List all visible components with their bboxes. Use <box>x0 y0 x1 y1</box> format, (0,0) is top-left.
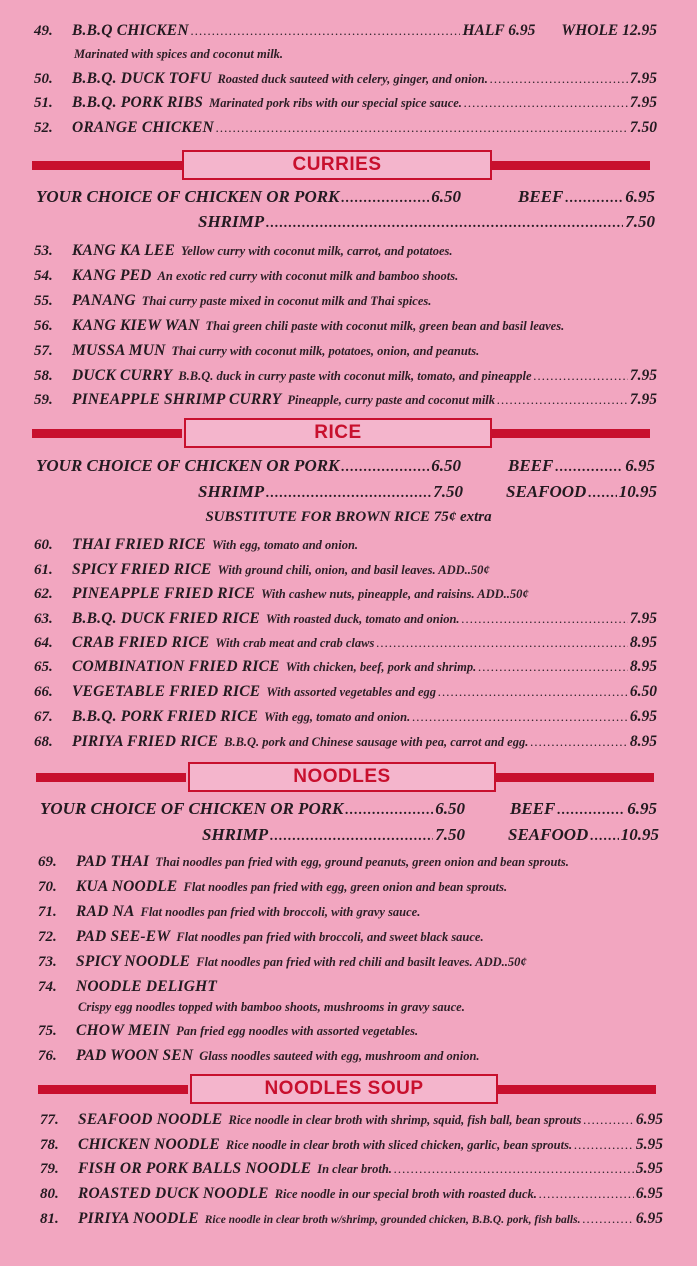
item-name: PAD THAI <box>76 853 150 870</box>
menu-item-75 <box>38 1022 657 1040</box>
section-header-rice <box>0 418 697 448</box>
item-name: MUSSA MUN <box>72 342 166 359</box>
item-name: NOODLE DELIGHT <box>76 978 218 995</box>
item-description: Flat noodles pan fried with broccoli, with gravy sauce. <box>140 905 421 919</box>
item-description: Pan fried egg noodles with assorted vegetables. <box>176 1024 419 1038</box>
menu-item-53 <box>34 242 657 260</box>
menu-item-57 <box>34 342 657 360</box>
dot-leader <box>590 829 618 845</box>
dot-leader <box>497 392 628 408</box>
choice-label: BEEF <box>518 187 564 206</box>
item-description: B.B.Q. duck in curry paste with coconut milk, tomato, and pineapple <box>178 369 532 383</box>
item-number: 66. <box>34 684 53 700</box>
item-number: 56. <box>34 318 53 334</box>
menu-item-67 <box>34 708 657 726</box>
decorative-bar-left <box>38 1085 188 1094</box>
item-number: 53. <box>34 243 53 259</box>
item-description: With egg, tomato and onion. <box>264 710 411 724</box>
menu-item-51 <box>34 94 657 112</box>
menu-item-54 <box>34 267 657 285</box>
item-description: Thai curry paste mixed in coconut milk and Thai spices. <box>141 294 432 308</box>
item-number: 78. <box>40 1137 59 1153</box>
rice-choice-chicken-pork <box>36 456 461 476</box>
item-description: Flat noodles pan fried with egg, green onion and bean sprouts. <box>183 880 508 894</box>
choice-price: 7.50 <box>433 482 463 501</box>
decorative-bar-left <box>32 429 182 438</box>
item-name: ORANGE CHICKEN <box>72 119 214 136</box>
dot-leader <box>394 1161 634 1177</box>
item-number: 74. <box>38 979 57 995</box>
item-number: 62. <box>34 586 53 602</box>
item-number: 76. <box>38 1048 57 1064</box>
section-header-noodles <box>0 762 697 792</box>
item-subdescription: Crispy egg noodles topped with bamboo shoots, mushrooms in gravy sauce. <box>78 1000 465 1014</box>
rice-choice-beef <box>508 456 655 476</box>
dot-leader <box>341 460 429 476</box>
item-number: 71. <box>38 904 57 920</box>
item-description: Thai curry with coconut milk, potatoes, onion, and peanuts. <box>171 344 480 358</box>
item-description: Yellow curry with coconut milk, carrot, and potatoes. <box>180 244 453 258</box>
dot-leader <box>574 1137 634 1153</box>
item-description: Thai green chili paste with coconut milk, green bean and basil leaves. <box>205 319 565 333</box>
item-number: 60. <box>34 537 53 553</box>
menu-item-62 <box>34 585 657 603</box>
menu-item-81 <box>40 1210 663 1228</box>
item-number: 52. <box>34 120 53 136</box>
item-name: PINEAPPLE SHRIMP CURRY <box>72 391 282 408</box>
choice-label: SHRIMP <box>198 212 265 231</box>
item-description: Rice noodle in clear broth with shrimp, squid, fish ball, bean sprouts <box>228 1113 582 1127</box>
item-name: ROASTED DUCK NOODLE <box>78 1185 269 1202</box>
choice-price: 6.95 <box>625 187 655 206</box>
menu-item-64 <box>34 634 657 652</box>
item-number: 57. <box>34 343 53 359</box>
item-description: Pineapple, curry paste and coconut milk <box>287 393 496 407</box>
item-name: VEGETABLE FRIED RICE <box>72 683 261 700</box>
item-name: B.B.Q. PORK FRIED RICE <box>72 708 259 725</box>
item-number: 49. <box>34 23 53 39</box>
dot-leader <box>530 734 628 750</box>
item-price-whole: WHOLE 12.95 <box>561 22 657 39</box>
section-title: NOODLES SOUP <box>190 1074 498 1104</box>
dot-leader <box>539 1186 634 1202</box>
item-name: CRAB FRIED RICE <box>72 634 210 651</box>
item-price: 7.95 <box>629 70 657 87</box>
item-description: With chicken, beef, pork and shrimp. <box>285 660 477 674</box>
choice-price: 6.95 <box>625 456 655 475</box>
menu-item-76 <box>38 1047 657 1065</box>
item-number: 69. <box>38 854 57 870</box>
item-price: 5.95 <box>635 1160 663 1177</box>
item-number: 54. <box>34 268 53 284</box>
item-price: 6.95 <box>629 708 657 725</box>
menu-item-56 <box>34 317 657 335</box>
menu-item-63 <box>34 610 657 628</box>
menu-item-66 <box>34 683 657 701</box>
item-number: 64. <box>34 635 53 651</box>
dot-leader <box>583 1112 634 1128</box>
item-description: With assorted vegetables and egg <box>266 685 437 699</box>
dot-leader <box>588 486 616 502</box>
menu-item-69 <box>38 853 657 871</box>
choice-label: SEAFOOD <box>506 482 587 501</box>
item-description: With crab meat and crab claws <box>215 636 375 650</box>
choice-label: SHRIMP <box>198 482 265 501</box>
item-name: B.B.Q. DUCK FRIED RICE <box>72 610 260 627</box>
item-name: KANG KIEW WAN <box>72 317 200 334</box>
item-number: 77. <box>40 1112 59 1128</box>
item-description: Flat noodles pan fried with broccoli, and sweet black sauce. <box>176 930 484 944</box>
item-name: PANANG <box>72 292 136 309</box>
item-price: 8.95 <box>629 634 657 651</box>
item-price: 7.50 <box>629 119 657 136</box>
menu-item-70 <box>38 878 657 896</box>
menu-item-52 <box>34 119 657 137</box>
choice-price: 6.50 <box>431 456 461 475</box>
choice-label: SHRIMP <box>202 825 269 844</box>
decorative-bar-right <box>490 429 650 438</box>
decorative-bar-left <box>36 773 186 782</box>
menu-item-50 <box>34 70 657 88</box>
item-name: KANG PED <box>72 267 152 284</box>
choice-label: YOUR CHOICE OF CHICKEN OR PORK <box>36 456 340 475</box>
decorative-bar-right <box>490 161 650 170</box>
item-number: 81. <box>40 1211 59 1227</box>
dot-leader <box>341 191 429 207</box>
dot-leader <box>266 216 623 232</box>
decorative-bar-right <box>496 1085 656 1094</box>
item-name: PINEAPPLE FRIED RICE <box>72 585 256 602</box>
choice-price: 6.50 <box>431 187 461 206</box>
menu-item-79 <box>40 1160 663 1178</box>
item-name: SPICY NOODLE <box>76 953 191 970</box>
choice-label: YOUR CHOICE OF CHICKEN OR PORK <box>36 187 340 206</box>
item-name: COMBINATION FRIED RICE <box>72 658 280 675</box>
item-name: PIRIYA NOODLE <box>78 1210 199 1227</box>
menu-item-78 <box>40 1136 663 1154</box>
item-description: In clear broth. <box>317 1162 392 1176</box>
item-price: 7.95 <box>629 391 657 408</box>
item-price: 8.95 <box>629 733 657 750</box>
choice-price: 10.95 <box>620 825 659 844</box>
menu-item-59 <box>34 391 657 409</box>
item-name: B.B.Q. PORK RIBS <box>72 94 204 111</box>
item-description: Rice noodle in clear broth with sliced chicken, garlic, bean sprouts. <box>225 1138 573 1152</box>
item-price: 7.95 <box>629 367 657 384</box>
section-header-curries <box>0 150 697 180</box>
choice-price: 7.50 <box>625 212 655 231</box>
item-price: 6.50 <box>629 683 657 700</box>
dot-leader <box>376 635 628 651</box>
choice-label: BEEF <box>510 799 556 818</box>
item-name: THAI FRIED RICE <box>72 536 206 553</box>
choice-price: 6.50 <box>435 799 465 818</box>
menu-item-58 <box>34 367 657 385</box>
item-description: Flat noodles pan fried with red chili and basilt leaves. ADD..50¢ <box>196 955 527 969</box>
dot-leader <box>555 460 623 476</box>
item-number: 61. <box>34 562 53 578</box>
menu-item-55 <box>34 292 657 310</box>
decorative-bar-left <box>32 161 182 170</box>
dot-leader <box>565 191 623 207</box>
rice-choice-shrimp <box>198 482 463 502</box>
item-description: Rice noodle in clear broth w/shrimp, grounded chicken, B.B.Q. pork, fish balls. <box>204 1214 581 1226</box>
noodles-choice-seafood <box>508 825 659 845</box>
section-header-noodles-soup <box>0 1074 697 1104</box>
menu-item-80 <box>40 1185 663 1203</box>
item-name: PAD SEE-EW <box>76 928 171 945</box>
noodles-choice-chicken-pork <box>40 799 465 819</box>
item-name: CHICKEN NOODLE <box>78 1136 220 1153</box>
item-description: Glass noodles sauteed with egg, mushroom and onion. <box>199 1049 480 1063</box>
item-number: 50. <box>34 71 53 87</box>
item-number: 55. <box>34 293 53 309</box>
item-price: 7.95 <box>629 610 657 627</box>
item-description: Rice noodle in our special broth with roasted duck. <box>274 1187 537 1201</box>
curries-choice-chicken-pork <box>36 187 461 207</box>
item-name: CHOW MEIN <box>76 1022 171 1039</box>
item-description: Marinated pork ribs with our special spice sauce. <box>209 96 462 110</box>
item-name: RAD NA <box>76 903 135 920</box>
item-number: 51. <box>34 95 53 111</box>
menu-item-71 <box>38 903 657 921</box>
choice-price: 10.95 <box>618 482 657 501</box>
item-name: KUA NOODLE <box>76 878 178 895</box>
item-subdescription: Marinated with spices and coconut milk. <box>74 47 284 61</box>
item-description: B.B.Q. pork and Chinese sausage with pea, carrot and egg. <box>224 735 529 749</box>
section-title: RICE <box>184 418 492 448</box>
dot-leader <box>478 659 628 675</box>
item-number: 65. <box>34 659 53 675</box>
menu-item-61 <box>34 561 657 579</box>
item-number: 58. <box>34 368 53 384</box>
dot-leader <box>345 803 433 819</box>
noodles-choice-shrimp <box>202 825 465 845</box>
menu-item-72 <box>38 928 657 946</box>
item-number: 63. <box>34 611 53 627</box>
menu-item-60 <box>34 536 657 554</box>
item-description: An exotic red curry with coconut milk and bamboo shoots. <box>157 269 459 283</box>
choice-label: YOUR CHOICE OF CHICKEN OR PORK <box>40 799 344 818</box>
menu-item-74 <box>38 978 657 996</box>
item-number: 59. <box>34 392 53 408</box>
section-title: NOODLES <box>188 762 496 792</box>
dot-leader <box>464 95 628 111</box>
item-number: 70. <box>38 879 57 895</box>
menu-item-49 <box>34 22 657 40</box>
item-description: With egg, tomato and onion. <box>211 538 359 552</box>
item-name: SPICY FRIED RICE <box>72 561 212 578</box>
choice-label: SEAFOOD <box>508 825 589 844</box>
item-number: 75. <box>38 1023 57 1039</box>
item-number: 68. <box>34 734 53 750</box>
item-price-half: HALF 6.95 <box>462 22 536 39</box>
item-price: 6.95 <box>635 1185 663 1202</box>
choice-price: 6.95 <box>627 799 657 818</box>
item-price: 8.95 <box>629 658 657 675</box>
dot-leader <box>462 611 628 627</box>
item-price: 7.95 <box>629 94 657 111</box>
dot-leader <box>534 368 628 384</box>
item-number: 79. <box>40 1161 59 1177</box>
item-number: 67. <box>34 709 53 725</box>
curries-choice-shrimp <box>198 212 655 232</box>
dot-leader <box>412 709 628 725</box>
item-name: FISH OR PORK BALLS NOODLE <box>78 1160 312 1177</box>
item-description: Roasted duck sauteed with celery, ginger, and onion. <box>217 72 488 86</box>
item-name: B.B.Q. DUCK TOFU <box>72 70 212 87</box>
item-name: SEAFOOD NOODLE <box>78 1111 223 1128</box>
brown-rice-substitute-note: SUBSTITUTE FOR BROWN RICE 75¢ extra <box>205 509 492 525</box>
dot-leader <box>438 684 628 700</box>
item-number: 72. <box>38 929 57 945</box>
dot-leader <box>582 1211 633 1227</box>
item-price: 6.95 <box>635 1111 663 1128</box>
item-number: 80. <box>40 1186 59 1202</box>
menu-item-73 <box>38 953 657 971</box>
item-name: KANG KA LEE <box>72 242 175 259</box>
item-description: Thai noodles pan fried with egg, ground peanuts, green onion and bean sprouts. <box>155 855 569 869</box>
menu-item-68 <box>34 733 657 751</box>
decorative-bar-right <box>494 773 654 782</box>
dot-leader <box>266 486 431 502</box>
dot-leader <box>216 120 628 136</box>
item-name: DUCK CURRY <box>72 367 173 384</box>
item-name: B.B.Q CHICKEN <box>72 22 189 39</box>
item-name: PIRIYA FRIED RICE <box>72 733 219 750</box>
choice-price: 7.50 <box>435 825 465 844</box>
menu-item-65 <box>34 658 657 676</box>
item-price: 6.95 <box>635 1210 663 1227</box>
noodles-choice-beef <box>510 799 657 819</box>
dot-leader <box>490 71 628 87</box>
dot-leader <box>557 803 625 819</box>
section-title: CURRIES <box>182 150 492 180</box>
choice-label: BEEF <box>508 456 554 475</box>
dot-leader <box>191 23 461 39</box>
item-price: 5.95 <box>635 1136 663 1153</box>
item-description: With roasted duck, tomato and onion. <box>265 612 460 626</box>
item-name: PAD WOON SEN <box>76 1047 194 1064</box>
rice-choice-seafood <box>506 482 657 502</box>
item-description: With ground chili, onion, and basil leaves. ADD..50¢ <box>217 563 490 577</box>
curries-choice-beef <box>518 187 655 207</box>
item-description: With cashew nuts, pineapple, and raisins. ADD..50¢ <box>261 587 529 601</box>
dot-leader <box>270 829 433 845</box>
item-number: 73. <box>38 954 57 970</box>
menu-item-77 <box>40 1111 663 1129</box>
